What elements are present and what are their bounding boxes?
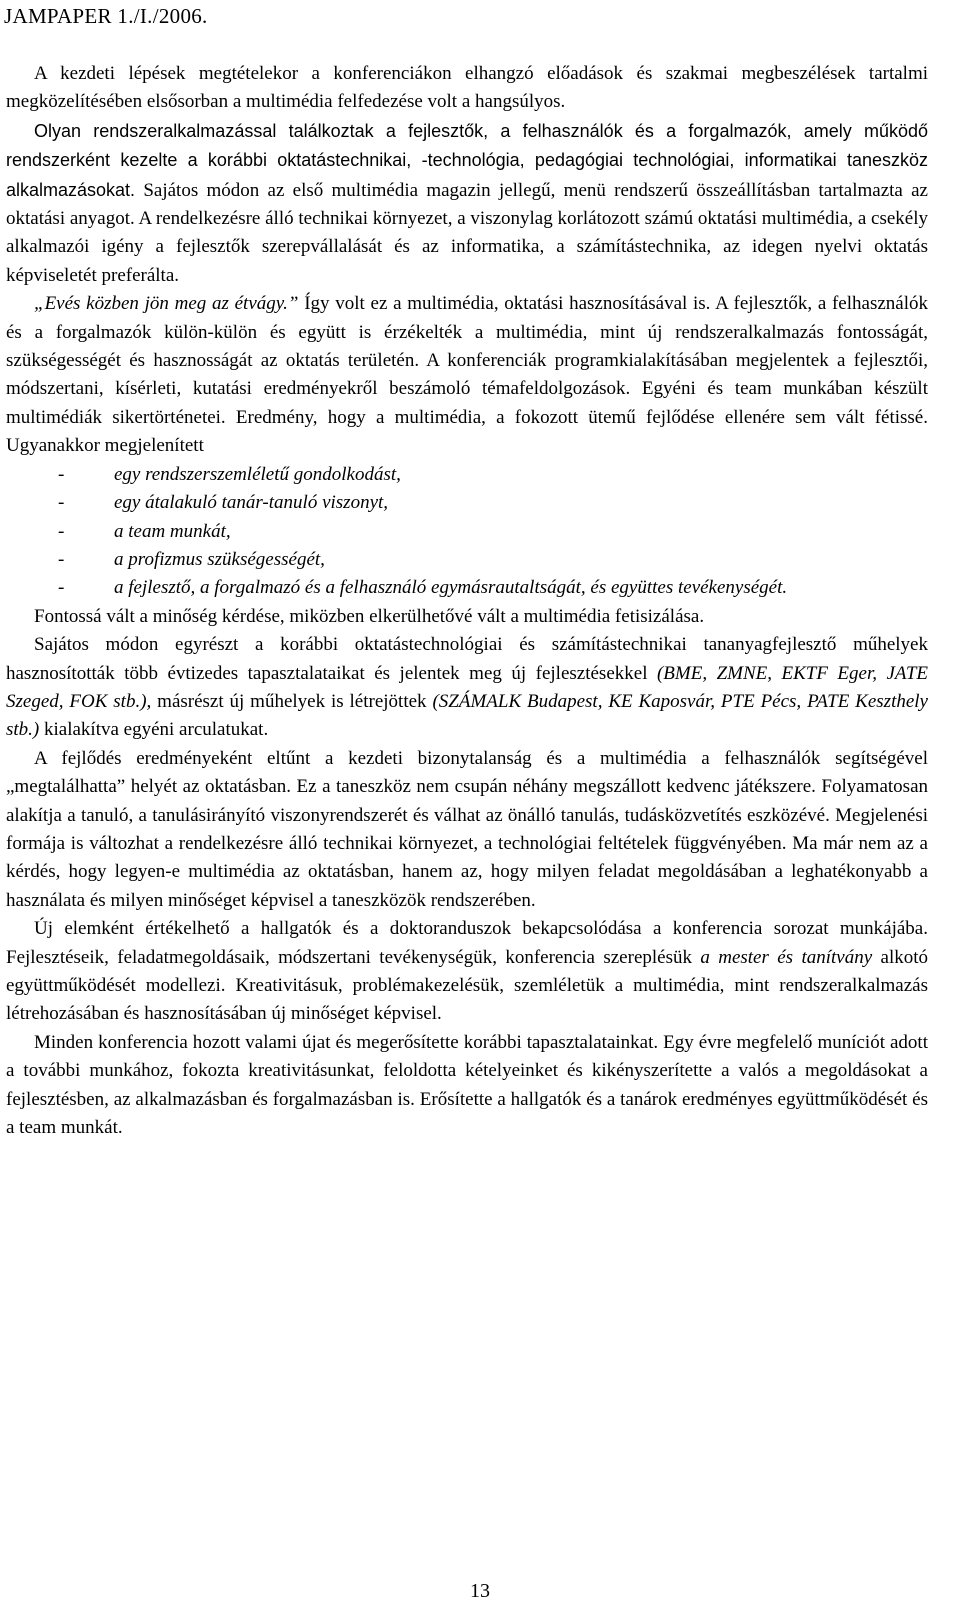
- institution-list-2: (SZÁMALK Budapest, KE Kaposvár, PTE Pécs, PATE Keszthely stb.): [6, 690, 928, 741]
- paragraph-5-text-c: kialakítva egyéni arculatukat.: [39, 719, 269, 741]
- paragraph-6: A fejlődés eredményeként eltűnt a kezdeti bizonytalanság és a multimédia a felhasználók segítségével „megtalálhatta” helyét az oktatásban. Ez a taneszköz nem csupán néhány megszállott kedvenc játékszere. Folyamatosan alakítja a tanuló, a tanulásirányító viszonyrendszerét és válhat az önálló tanulás, tudásközvetítés eszközévé. Megjelenési formája is változhat a rendelkezésre álló technikai környezet, a technológiai feltételek függvényében. Ma már nem az a kérdés, hogy legyen-e multimédia az oktatásban, hanem az, hogy milyen feladat megoldásában a leghatékonyabb a használata és milyen minőséget képvisel a taneszközök rendszerében.: [6, 747, 928, 911]
- list-item: [58, 489, 928, 517]
- list-item: [58, 518, 928, 546]
- list-item-text: a profizmus szükségességét,: [114, 548, 325, 570]
- paragraph-2-sans-text: Olyan rendszeralkalmazással találkoztak a fejlesztők, a felhasználók és a forgalmazók, amely működő rendszerként kezelte a korábbi oktatástechnikai, -technológia, pedagógiai technológiai, informatikai taneszköz alkalmazásokat.: [6, 120, 928, 200]
- list-item: [58, 461, 928, 489]
- dash-bullet: -: [58, 492, 65, 514]
- paragraph-7-text-a: Új elemként értékelhető a hallgatók és a doktoranduszok bekapcsolódása a konferencia sorozat munkájába. Fejlesztéseik, feladatmegoldásaik, módszertani tevékenységük, konferencia szereplésük: [6, 918, 928, 968]
- paragraph-3: [6, 290, 928, 460]
- paragraph-2: [6, 117, 928, 290]
- list-item-text: a fejlesztő, a forgalmazó és a felhasználó egymásrautaltságát, és együttes tevékenységét.: [114, 577, 788, 599]
- paragraph-2-text: Sajátos módon az első multimédia magazin jellegű, menü rendszerű összeállításban tartalmazta az oktatási anyagot. A rendelkezésre álló technikai környezet, a viszonylag korlátozott számú oktatási multimédia, a csekély alkalmazói igény a fejlesztők szerepvállalását és az informatika, a számítástechnika, az idegen nyelvi oktatás képviseletét preferálta.: [6, 179, 928, 286]
- list-item: [58, 546, 928, 574]
- paragraph-5-text-a: Sajátos módon egyrészt a korábbi oktatástechnológiai és számítástechnikai tananyagfejlesztő műhelyek hasznosították több évtizedes tapasztalataikat és jelentek meg új fejlesztésekkel: [6, 634, 928, 684]
- list-item-text: egy rendszerszemléletű gondolkodást,: [114, 463, 401, 485]
- paragraph-5-text-b: másrészt új műhelyek is létrejöttek: [151, 690, 433, 712]
- paragraph-1: A kezdeti lépések megtételekor a konferenciákon elhangzó előadások és szakmai megbeszélések tartalmi megközelítésében elsősorban a multimédia felfedezése volt a hangsúlyos.: [6, 63, 928, 113]
- paragraph-4: Fontossá vált a minőség kérdése, miközben elkerülhetővé vált a multimédia fetisizálása.: [34, 605, 705, 627]
- page-number: 13: [470, 1580, 490, 1602]
- dash-bullet: -: [58, 548, 65, 570]
- article-body: [6, 60, 928, 1142]
- running-header: JAMPAPER 1./I./2006.: [4, 4, 208, 28]
- paragraph-5: [6, 631, 928, 745]
- dash-list: [6, 461, 928, 603]
- paragraph-7-text-b: alkotó együttműködését modellezi. Kreativitásuk, problémakezelésük, szemléletük a multimédia, mint rendszeralkalmazás létrehozásában és hasznosításában új minőséget képvisel.: [6, 946, 928, 1025]
- quote-text: „Evés közben jön meg az étvágy.”: [34, 293, 299, 315]
- list-item-text: a team munkát,: [114, 520, 231, 542]
- institution-list-1: (BME, ZMNE, EKTF Eger, JATE Szeged, FOK stb.),: [6, 662, 929, 712]
- dash-bullet: -: [58, 577, 65, 599]
- dash-bullet: -: [58, 520, 65, 542]
- dash-bullet: -: [58, 463, 65, 485]
- list-item: [58, 574, 928, 602]
- paragraph-7: [6, 915, 928, 1029]
- list-item-text: egy átalakuló tanár-tanuló viszonyt,: [114, 492, 389, 514]
- paragraph-3-text: Így volt ez a multimédia, oktatási hasznosításával is. A fejlesztők, a felhasználók és a forgalmazók külön-külön és együtt is érzékelték a multimédia, mint új rendszeralkalmazás fontosságát, szükségességét és hasznosságát az oktatás területén. A konferenciák programkialakításában megjelentek a fejlesztői, módszertani, kísérleti, kutatási eredményekről beszámoló témafeldolgozások. Egyéni és team munkában készült multimédiák sikertörténetei. Eredmény, hogy a multimédia, a fokozott ütemű fejlődése ellenére sem vált fétissé. Ugyanakkor megjelenített: [6, 293, 928, 457]
- paragraph-8: Minden konferencia hozott valami újat és megerősítette korábbi tapasztalatainkat. Egy évre megfelelő muníciót adott a további munkához, fokozta kreativitásunkat, feloldotta kételyeinket és kikényszerítette a valós a megoldásokat a fejlesztésben, az alkalmazásban és forgalmazásban is. Erősítette a hallgatók és a tanárok eredményes együttműködését és a team munkát.: [6, 1031, 928, 1139]
- italic-phrase: a mester és tanítvány: [700, 946, 873, 968]
